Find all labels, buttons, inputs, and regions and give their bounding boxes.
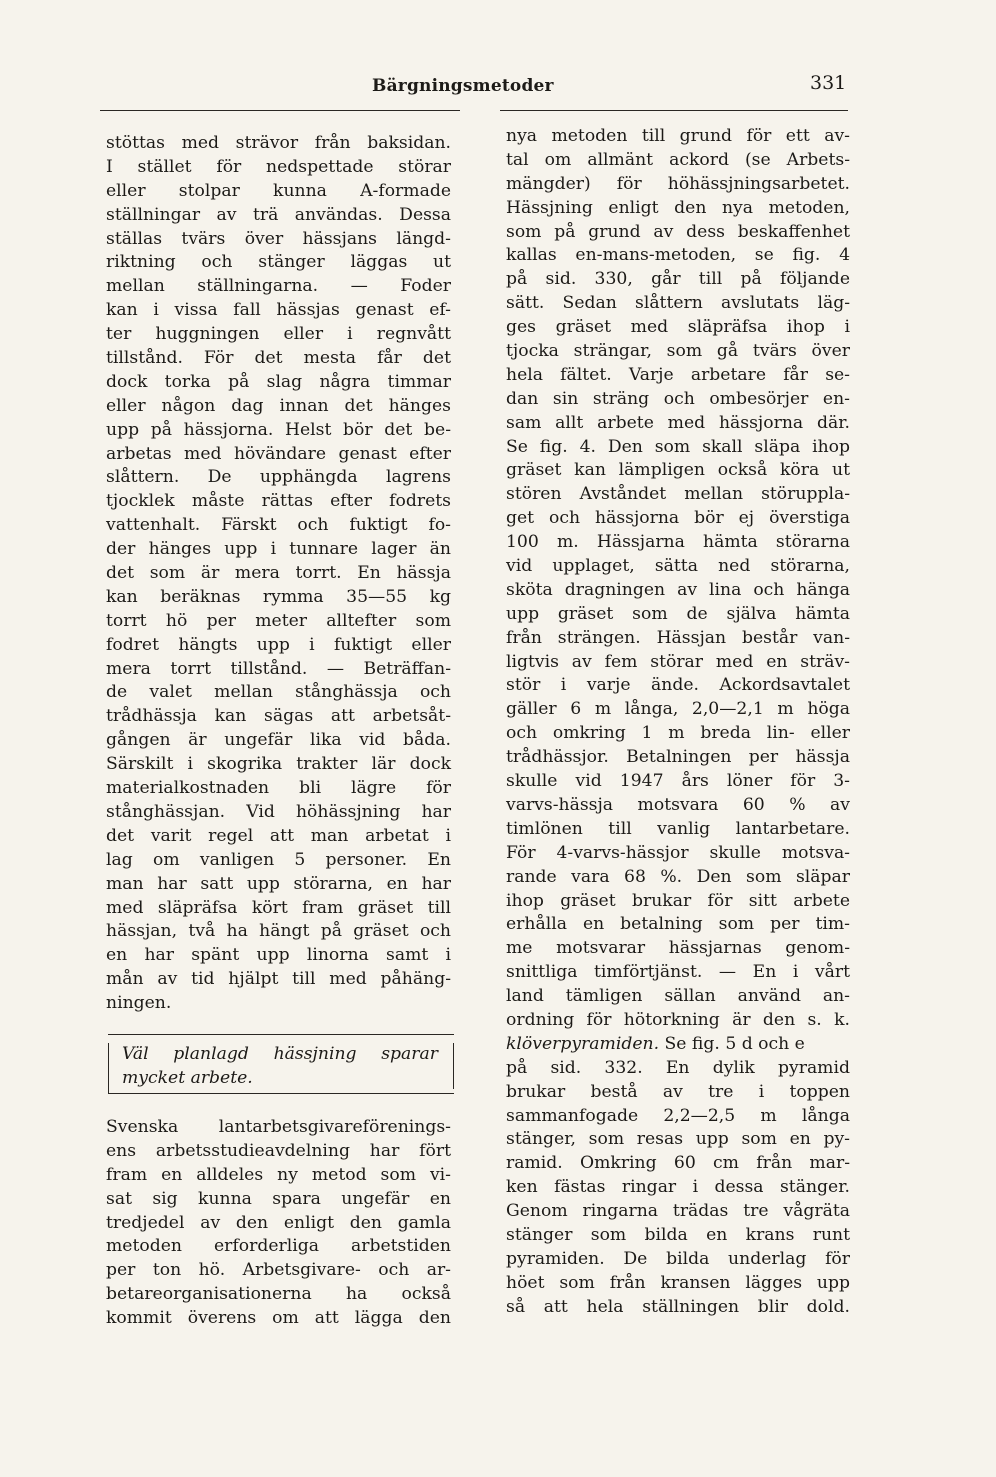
- text-line: get och hässjorna bör ej överstiga: [506, 508, 850, 529]
- text-line: ligtvis av fem störar med en sträv-: [506, 651, 850, 672]
- header-rule-right: [500, 110, 848, 111]
- text-line: man har satt upp störarna, en har: [106, 873, 451, 894]
- text-line: tillstånd. För det mesta får det: [106, 348, 451, 369]
- text-line: upp gräset som de själva hämta: [506, 603, 850, 624]
- left-column-text: [106, 132, 451, 1016]
- text-line: ställningar av trä användas. Dessa: [106, 204, 451, 225]
- text-line: Hässjning enligt den nya metoden,: [506, 197, 850, 218]
- text-line: brukar bestå av tre i toppen: [506, 1081, 850, 1102]
- text-line: tredjedel av den enligt den gamla: [106, 1212, 451, 1233]
- page-number: 331: [810, 72, 847, 94]
- text-line: För 4-varvs-hässjor skulle motsva-: [506, 842, 850, 863]
- text-line: varvs-hässja motsvara 60 % av: [506, 794, 850, 815]
- text-line: vid upplaget, sätta ned störarna,: [506, 556, 850, 577]
- text-line: pyramiden. De bilda underlag för: [506, 1248, 850, 1269]
- text-line: fram en alldeles ny metod som vi-: [106, 1164, 451, 1185]
- text-line: per ton hö. Arbetsgivare- och ar-: [106, 1260, 451, 1281]
- callout-line: Väl planlagd hässjning sparar: [122, 1044, 438, 1064]
- text-line: der hänges upp i tunnare lager än: [106, 539, 451, 560]
- callout-rule-left: [108, 1043, 109, 1093]
- text-line: stören Avståndet mellan störuppla-: [506, 484, 850, 505]
- text-line: gången är ungefär lika vid båda.: [106, 730, 451, 751]
- text-line: trådhässjor. Betalningen per hässja: [506, 747, 850, 768]
- text-line: mellan ställningarna. — Foder: [106, 276, 451, 297]
- text-line: trådhässja kan sägas att arbetsåt-: [106, 706, 451, 727]
- text-line: ken fästas ringar i dessa stänger.: [506, 1177, 850, 1198]
- text-line: rande vara 68 %. Den som släpar: [506, 866, 850, 887]
- text-line: lag om vanligen 5 personer. En: [106, 849, 451, 870]
- text-line-mixed: [506, 1033, 850, 1057]
- text-line: gäller 6 m långa, 2,0—2,1 m höga: [506, 699, 850, 720]
- callout-rule-right: [453, 1043, 454, 1089]
- text-line: på sid. 332. En dylik pyramid: [506, 1057, 850, 1078]
- callout-line: mycket arbete.: [122, 1067, 253, 1088]
- text-line: 100 m. Hässjarna hämta störarna: [506, 532, 850, 553]
- text-line: som på grund av dess beskaffenhet: [506, 221, 850, 242]
- text-line: så att hela ställningen blir dold.: [506, 1296, 850, 1317]
- text-line: kommit överens om att lägga den: [106, 1308, 451, 1329]
- text-line: sköta dragningen av lina och hänga: [506, 579, 850, 600]
- text-line: materialkostnaden bli lägre för: [106, 778, 451, 799]
- text-line: tal om allmänt ackord (se Arbets-: [506, 149, 850, 170]
- text-line: ges gräset med släpräfsa ihop i: [506, 317, 850, 338]
- text-line: hela fältet. Varje arbetare får se-: [506, 364, 850, 385]
- text-line: upp på hässjorna. Helst bör det be-: [106, 419, 451, 440]
- text-line: tjocklek måste rättas efter fodrets: [106, 491, 451, 512]
- text-line: Svenska lantarbetsgivareförenings-: [106, 1117, 451, 1137]
- text-line: kan i vissa fall hässjas genast ef-: [106, 300, 451, 321]
- text-line: Se fig. 4. Den som skall släpa ihop: [506, 436, 850, 457]
- text-line: stöttas med strävor från baksidan.: [106, 133, 451, 153]
- text-line: mängder) för höhässjningsarbetet.: [506, 173, 850, 194]
- text-line: ens arbetsstudieavdelning har fört: [106, 1140, 451, 1161]
- running-title: Bärgningsmetoder: [372, 76, 554, 96]
- text-line: från strängen. Hässjan består van-: [506, 627, 850, 648]
- text-line: Genom ringarna trädas tre vågräta: [506, 1201, 850, 1222]
- text-line: en har spänt upp linorna samt i: [106, 945, 451, 966]
- text-line: ter huggningen eller i regnvått: [106, 324, 451, 345]
- text-line: kallas en-mans-metoden, se fig. 4: [506, 245, 850, 266]
- text-line: eller någon dag innan det hänges: [106, 395, 451, 416]
- text-line: med släpräfsa kört fram gräset till: [106, 897, 451, 918]
- text-line: det varit regel att man arbetat i: [106, 825, 451, 846]
- text-line: ställas tvärs över hässjans längd-: [106, 228, 451, 249]
- left-column-text-continued: [106, 1116, 451, 1331]
- text-line: sat sig kunna spara ungefär en: [106, 1188, 451, 1209]
- text-line: ningen.: [106, 993, 172, 1014]
- text-line: land tämligen sällan använd an-: [506, 986, 850, 1007]
- text-line: torrt hö per meter alltefter som: [106, 610, 451, 631]
- text-line: stör i varje ände. Ackordsavtalet: [506, 675, 850, 696]
- callout-box: [108, 1034, 454, 1094]
- text-line: I stället för nedspettade störar: [106, 156, 451, 177]
- italic-term: klöverpyramiden.: [506, 1033, 660, 1054]
- text-line: ordning för hötorkning är den s. k.: [506, 1009, 850, 1030]
- text-line: mera torrt tillstånd. — Beträffan-: [106, 658, 451, 679]
- text-line: ihop gräset brukar för sitt arbete: [506, 890, 850, 911]
- right-column-text: [506, 125, 850, 1320]
- text-line: nya metoden till grund för ett av-: [506, 126, 850, 146]
- text-line: betareorganisationerna ha också: [106, 1284, 451, 1305]
- text-line: tjocka strängar, som gå tvärs över: [506, 341, 850, 362]
- text-line: kan beräknas rymma 35—55 kg: [106, 586, 451, 607]
- text-line: sam allt arbete med hässjorna där.: [506, 412, 850, 433]
- text-line: stänger, som resas upp som en py-: [506, 1129, 850, 1150]
- text-line: mån av tid hjälpt till med påhäng-: [106, 969, 451, 990]
- text-line: vattenhalt. Färskt och fuktigt fo-: [106, 515, 451, 536]
- text-line: på sid. 330, går till på följande: [506, 269, 850, 290]
- callout-text: [122, 1043, 438, 1091]
- text-line: de valet mellan stånghässja och: [106, 682, 451, 703]
- text-line: sätt. Sedan slåttern avslutats läg-: [506, 293, 850, 314]
- text-line: arbetas med hövändare genast efter: [106, 443, 451, 464]
- text-line: gräset kan lämpligen också köra ut: [506, 460, 850, 481]
- header-rule-left: [100, 110, 460, 111]
- text-line: stänger som bilda en krans runt: [506, 1224, 850, 1245]
- text-line: stånghässjan. Vid höhässjning har: [106, 801, 451, 822]
- text-line: dan sin sträng och ombesörjer en-: [506, 388, 850, 409]
- text-line: dock torka på slag några timmar: [106, 371, 451, 392]
- text-line: eller stolpar kunna A-formade: [106, 180, 451, 201]
- text-line: snittliga timförtjänst. — En i vårt: [506, 962, 850, 983]
- text-line: ramid. Omkring 60 cm från mar-: [506, 1153, 850, 1174]
- text-line: erhålla en betalning som per tim-: [506, 914, 850, 935]
- text-line: me motsvarar hässjarnas genom-: [506, 938, 850, 959]
- text-fragment: Se fig. 5 d och e: [659, 1033, 805, 1054]
- text-line: slåttern. De upphängda lagrens: [106, 467, 451, 488]
- text-line: metoden erforderliga arbetstiden: [106, 1236, 451, 1257]
- text-line: riktning och stänger läggas ut: [106, 252, 451, 273]
- text-line: sammanfogade 2,2—2,5 m långa: [506, 1105, 850, 1126]
- text-line: fodret hängts upp i fuktigt eller: [106, 634, 451, 655]
- text-line: hässjan, två ha hängt på gräset och: [106, 921, 451, 942]
- text-line: det som är mera torrt. En hässja: [106, 563, 451, 584]
- text-line: höet som från kransen lägges upp: [506, 1272, 850, 1293]
- text-line: timlönen till vanlig lantarbetare.: [506, 818, 850, 839]
- text-line: skulle vid 1947 års löner för 3-: [506, 771, 850, 792]
- text-line: och omkring 1 m breda lin- eller: [506, 723, 850, 744]
- text-line: Särskilt i skogrika trakter lär dock: [106, 754, 451, 775]
